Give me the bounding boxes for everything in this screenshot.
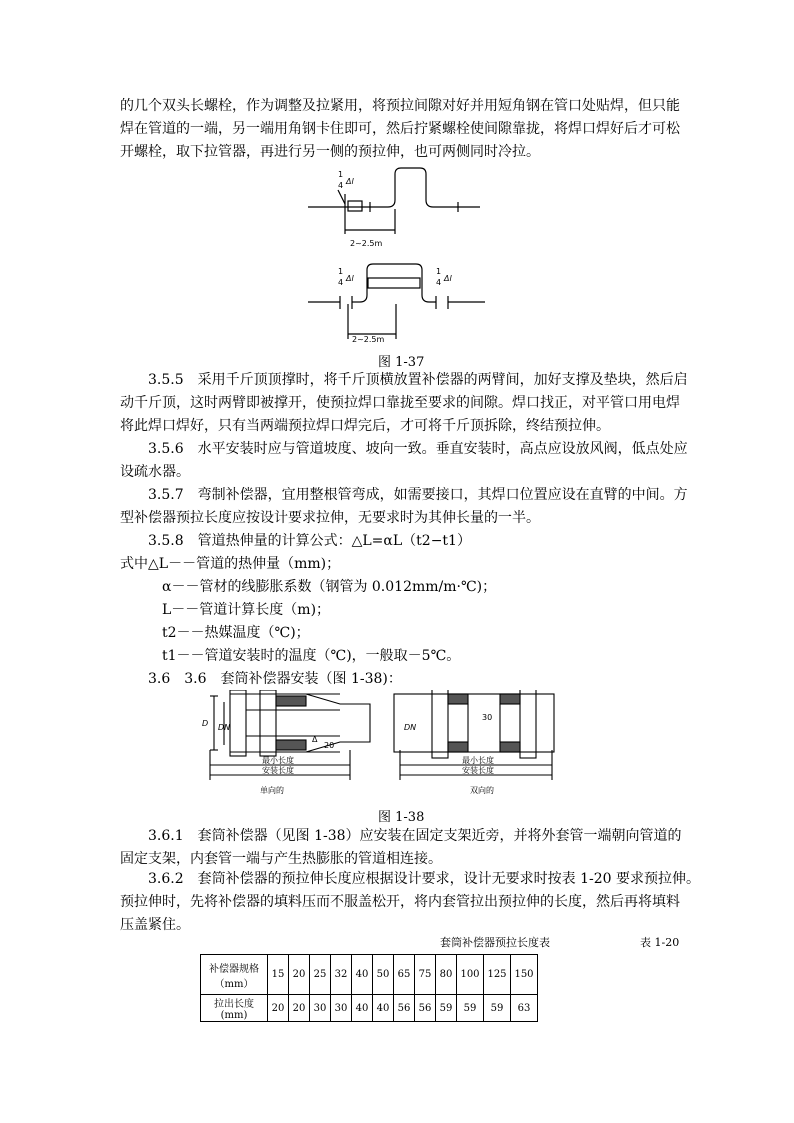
s358-def-2: α－－管材的线膨胀系数（钢管为 0.012mm/m·℃)； (162, 579, 497, 595)
fig138-min-len-right: 最小长度 (462, 756, 494, 765)
table-row-header-sizes: 补偿器规格（mm） (201, 955, 268, 995)
s357-line-1: 3.5.7 弯制补偿器，宜用整根管弯成，如需要接口，其焊口位置应设在直臂的中间。方 (148, 487, 688, 503)
size-cell: 80 (436, 955, 457, 995)
s36-heading: 3.6 3.6 套筒补偿器安装（图 1-38)： (148, 671, 402, 687)
s357-line-2: 型补偿器预拉长度应按设计要求拉伸，无要求时为其伸长量的一半。 (120, 510, 540, 526)
length-cell: 63 (511, 995, 538, 1022)
preload-length-table (200, 954, 538, 1022)
size-cell: 15 (268, 955, 289, 995)
size-cell: 65 (394, 955, 415, 995)
fig138-d-label: D (202, 719, 209, 728)
fig138-thirty: 30 (482, 713, 493, 722)
length-cell: 59 (457, 995, 484, 1022)
fig138-min-len-left: 最小长度 (262, 756, 294, 765)
fig138-single-label: 单向的 (260, 786, 284, 795)
fig138-double-label: 双向的 (470, 786, 494, 795)
length-cell: 40 (373, 995, 394, 1022)
length-cell: 40 (352, 995, 373, 1022)
s358-def-4: t2－－热媒温度（℃)； (162, 625, 310, 641)
s358-def-1: 式中△L－－管道的热伸量（mm)； (120, 556, 341, 572)
size-cell: 150 (511, 955, 538, 995)
figure-1-37 (300, 164, 500, 344)
table-title: 套筒补偿器预拉长度表 (440, 936, 550, 949)
intro-line-1: 的几个双头长螺栓，作为调整及拉紧用，将预拉间隙对好并用短角钢在管口处贴焊，但只能 (120, 98, 680, 114)
s361-line-1: 3.6.1 套筒补偿器（见图 1-38）应安装在固定支架近旁，并将外套管一端朝向管道的 (148, 828, 682, 844)
table-number: 表 1-20 (640, 936, 680, 949)
table-row-lengths (201, 995, 538, 1022)
length-cell: 59 (436, 995, 457, 1022)
size-cell: 100 (457, 955, 484, 995)
fig137-dl-right: Δl (444, 274, 452, 283)
fig137-span-bottom: 2~2.5m (352, 335, 385, 344)
fig138-caption: 图 1-38 (378, 810, 425, 825)
s362-line-3: 压盖紧住。 (120, 917, 190, 933)
length-cell: 30 (331, 995, 352, 1022)
length-cell: 20 (289, 995, 310, 1022)
fig138-delta: Δ (312, 735, 318, 744)
fig137-span-top: 2~2.5m (350, 239, 383, 248)
s361-line-2: 固定支架，内套管一端与产生热膨胀的管道相连接。 (120, 851, 442, 867)
fig137-frac-den-left: 4 (338, 278, 344, 287)
figure-1-38 (200, 690, 570, 800)
s362-line-1: 3.6.2 套筒补偿器的预拉伸长度应根据设计要求，设计无要求时按表 1-20 要求预拉伸。 (148, 871, 700, 887)
fig138-install-len-left: 安装长度 (262, 766, 294, 775)
size-cell: 32 (331, 955, 352, 995)
s358-formula: 3.5.8 管道热伸量的计算公式：△L=αL（t2−t1） (148, 533, 471, 549)
length-cell: 56 (415, 995, 436, 1022)
s358-def-3: L－－管道计算长度（m)； (162, 602, 331, 618)
s356-line-2: 设疏水器。 (120, 464, 190, 480)
s355-line-2: 动千斤顶，这时两臂即被撑开，使预拉焊口靠拢至要求的间隙。焊口找正，对平管口用电焊 (120, 395, 680, 411)
table-row-header-lengths: 拉出长度(mm) (201, 995, 268, 1022)
length-cell: 59 (484, 995, 511, 1022)
fig137-dl-top: Δl (346, 177, 354, 186)
fig137-caption: 图 1-37 (378, 355, 425, 370)
size-cell: 25 (310, 955, 331, 995)
fig137-frac-den-top: 4 (338, 181, 344, 190)
size-cell: 20 (289, 955, 310, 995)
s355-line-1: 3.5.5 采用千斤顶顶撑时，将千斤顶横放置补偿器的两臂间，加好支撑及垫块，然后启 (148, 372, 688, 388)
size-cell: 40 (352, 955, 373, 995)
intro-line-2: 焊在管道的一端，另一端用角钢卡住即可，然后拧紧螺栓使间隙靠拢，将焊口焊好后才可松 (120, 121, 680, 137)
s358-def-5: t1－－管道安装时的温度（℃)，一般取－5℃。 (162, 648, 461, 664)
s355-line-3: 将此焊口焊好，只有当两端预拉焊口焊完后，才可将千斤顶拆除，终结预拉伸。 (120, 418, 610, 434)
fig138-install-len-right: 安装长度 (462, 766, 494, 775)
length-cell: 56 (394, 995, 415, 1022)
table-row-sizes (201, 955, 538, 995)
fig138-dn-left: DN (218, 723, 231, 732)
fig137-frac-num-top: 1 (338, 170, 344, 179)
fig137-frac-num-right: 1 (436, 267, 442, 276)
length-cell: 20 (268, 995, 289, 1022)
fig137-frac-den-right: 4 (436, 278, 442, 287)
fig137-frac-num-left: 1 (338, 267, 344, 276)
intro-line-3: 开螺栓，取下拉管器，再进行另一侧的预拉伸，也可两侧同时冷拉。 (120, 144, 540, 160)
size-cell: 50 (373, 955, 394, 995)
fig138-dn-right: DN (404, 723, 417, 732)
fig137-dl-left: Δl (346, 274, 354, 283)
size-cell: 75 (415, 955, 436, 995)
size-cell: 125 (484, 955, 511, 995)
length-cell: 30 (310, 995, 331, 1022)
s356-line-1: 3.5.6 水平安装时应与管道坡度、坡向一致。垂直安装时，高点应设放风阀，低点处应 (148, 441, 688, 457)
s362-line-2: 预拉伸时，先将补偿器的填料压而不服盖松开，将内套管拉出预拉伸的长度，然后再将填料 (120, 894, 680, 910)
fig138-twenty: 20 (324, 741, 335, 750)
